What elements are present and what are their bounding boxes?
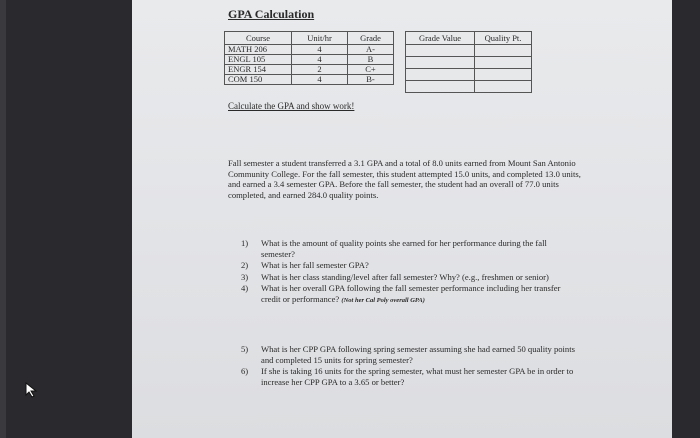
empty-cell [406, 69, 475, 81]
grade-cell: A- [348, 45, 394, 55]
question-number: 6) [241, 366, 249, 376]
empty-cell [475, 69, 532, 81]
list-item [228, 260, 578, 271]
question-text: What is her fall semester GPA? [261, 260, 369, 270]
empty-cell [406, 57, 475, 69]
empty-cell [406, 45, 475, 57]
list-item [228, 366, 578, 387]
list-item [228, 238, 578, 259]
course-cell: ENGR 154 [225, 65, 292, 75]
units-cell: 4 [292, 45, 348, 55]
worksheet-page [132, 0, 672, 438]
course-cell: ENGL 105 [225, 55, 292, 65]
empty-cell [475, 57, 532, 69]
table-row [406, 45, 532, 57]
empty-cell [406, 81, 475, 93]
question-number: 2) [241, 260, 249, 270]
col-header-units: Unit/hr [292, 32, 348, 45]
question-number: 1) [241, 238, 249, 248]
empty-cell [475, 45, 532, 57]
table-header-row [225, 32, 394, 45]
question-list [228, 238, 578, 388]
empty-cell [475, 81, 532, 93]
table-row [225, 65, 394, 75]
question-note: (Not her Cal Poly overall GPA) [341, 296, 425, 304]
grade-cell: B- [348, 75, 394, 85]
question-text: What is her CPP GPA following spring semester assuming she had earned 50 quality points and completed 15 units for spring semester? [261, 344, 575, 365]
question-number: 5) [241, 344, 249, 354]
course-cell: MATH 206 [225, 45, 292, 55]
viewer-left-edge [0, 0, 6, 438]
units-cell: 4 [292, 75, 348, 85]
question-text: If she is taking 16 units for the spring semester, what must her semester GPA be in order to increase her CPP GPA to a 3.65 or better? [261, 366, 574, 387]
question-text: What is the amount of quality points she earned for her performance during the fall semester? [261, 238, 547, 259]
table-row [406, 81, 532, 93]
table-row [225, 75, 394, 85]
col-header-grade-value: Grade Value [406, 32, 475, 45]
question-text: What is her overall GPA following the fall semester performance including her transfer credit or performance? [261, 283, 561, 304]
table-header-row [406, 32, 532, 45]
table-row [225, 55, 394, 65]
instruction-text: Calculate the GPA and show work! [228, 101, 355, 111]
table-row [406, 69, 532, 81]
grade-cell: C+ [348, 65, 394, 75]
table-row [225, 45, 394, 55]
col-header-course: Course [225, 32, 292, 45]
mouse-pointer-icon [25, 382, 39, 398]
page-title: GPA Calculation [228, 7, 315, 21]
question-text: What is her class standing/level after fall semester? Why? (e.g., freshmen or senior) [261, 271, 549, 282]
units-cell: 4 [292, 55, 348, 65]
question-number: 4) [241, 283, 249, 293]
units-cell: 2 [292, 65, 348, 75]
course-cell: COM 150 [225, 75, 292, 85]
list-item [228, 272, 578, 283]
col-header-quality-pt: Quality Pt. [475, 32, 532, 45]
list-item [228, 344, 578, 365]
quality-points-table [405, 31, 532, 93]
table-row [406, 57, 532, 69]
course-grade-table [224, 31, 394, 85]
list-item [228, 283, 578, 306]
scenario-paragraph: Fall semester a student transferred a 3.1 GPA and a total of 8.0 units earned from Mount San Antonio Community College. For the fall semester, this student attempted 15.0 units, and completed 13.0 units, and earned a 3.4 semester GPA. Before the fall semester, the student had an overall of 77.0 units completed, and earned 284.0 quality points. [228, 158, 581, 201]
question-number: 3) [241, 271, 249, 282]
grade-cell: B [348, 55, 394, 65]
col-header-grade: Grade [348, 32, 394, 45]
